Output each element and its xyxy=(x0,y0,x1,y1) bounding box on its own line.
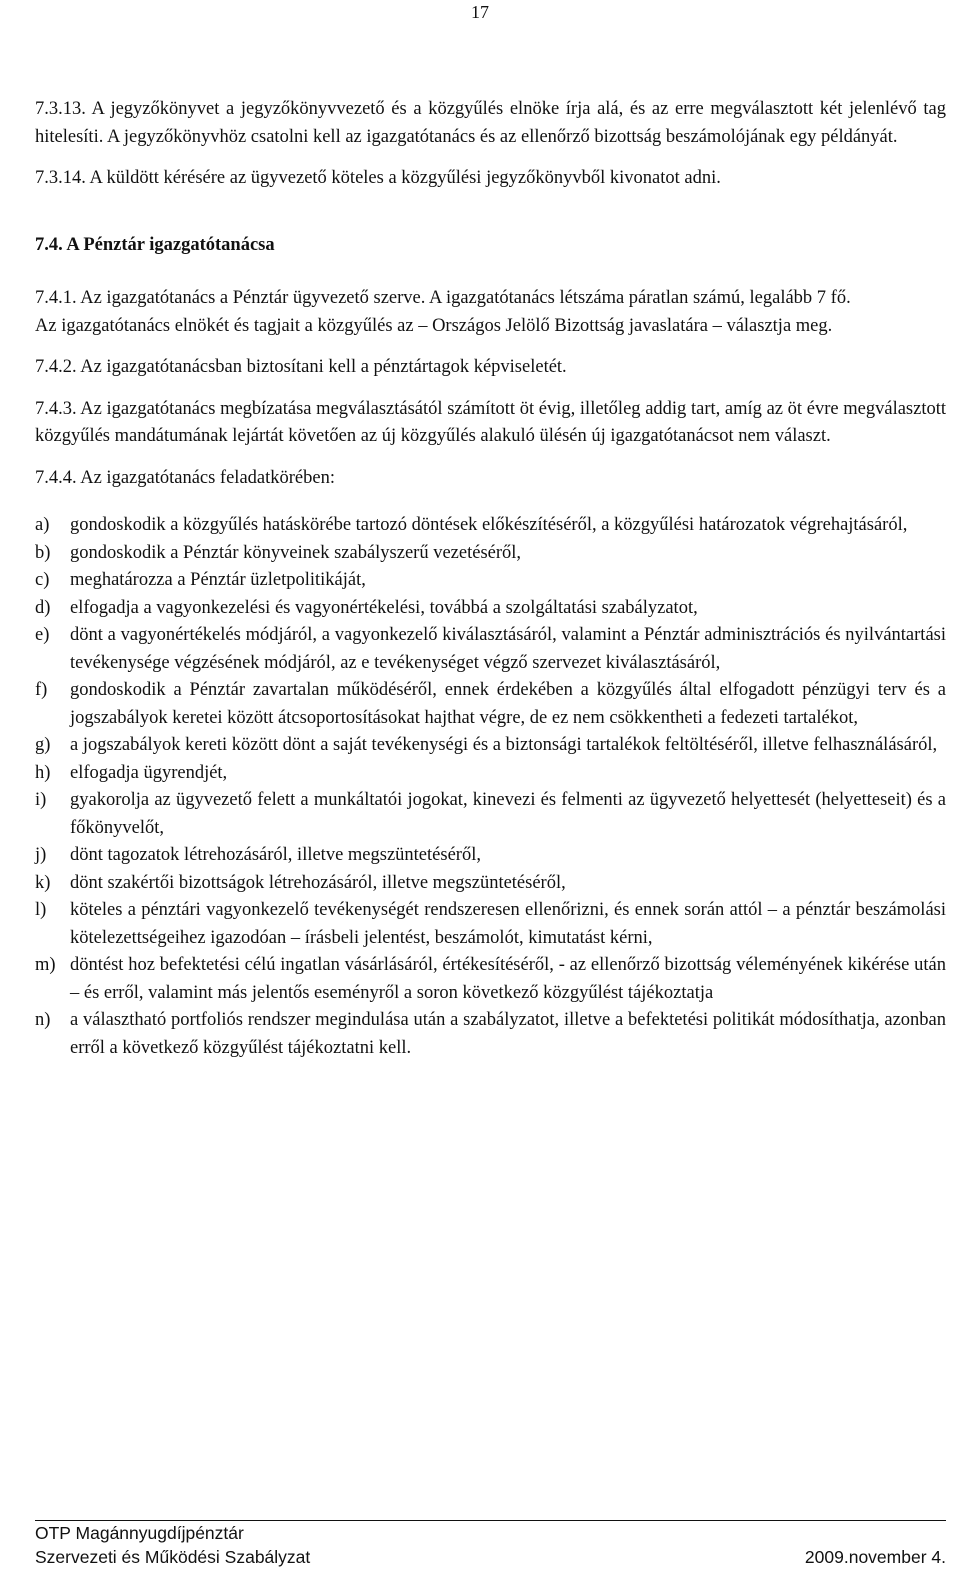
list-item-text: gondoskodik a Pénztár könyveinek szabályszerű vezetéséről, xyxy=(70,542,522,563)
list-item xyxy=(35,787,946,842)
list-item-text: gondoskodik a Pénztár zavartalan működéséről, ennek érdekében a közgyűlés által elfogadott pénzügyi terv és a jogszabályok keretei között átcsoportosításokat hajthat végre, de ez nem csökkentheti a fedezeti tartalékot, xyxy=(70,680,946,728)
list-marker: k) xyxy=(35,872,51,893)
list-marker: b) xyxy=(35,542,51,563)
list-marker: a) xyxy=(35,515,50,535)
page-number: 17 xyxy=(471,2,489,22)
list-item xyxy=(35,760,946,788)
list-item-text: köteles a pénztári vagyonkezelő tevékenységét rendszeresen ellenőrizni, és ennek során attól – a pénztár beszámolási kötelezettségeihez igazodóan – írásbeli jelentést, beszámolót, kimutatást kérni, xyxy=(70,900,946,948)
paragraph-7-4-3: 7.4.3. Az igazgatótanács megbízatása megválasztásától számított öt évig, illetőleg addig tart, amíg az öt évre megválasztott közgyűlés mandátumának lejártát követően az új közgyűlés alakuló ülésén új igazgatótanácsot nem választ. xyxy=(35,398,946,446)
list-marker: i) xyxy=(35,790,47,810)
list-item-text: döntést hoz befektetési célú ingatlan vásárlásáról, értékesítéséről, - az ellenőrző bizottság véleményének kikérése után – és erről, valamint más jelentős eseményről a soron következő közgyűlést tájékoztatja xyxy=(70,955,946,1003)
list-item-text: a választható portfoliós rendszer megindulása után a szabályzatot, illetve a befektetési politikát módosíthatja, azonban erről a következő közgyűlést tájékoztatni kell. xyxy=(70,1010,946,1058)
list-marker: h) xyxy=(35,762,51,783)
list-item-text: elfogadja a vagyonkezelési és vagyonértékelési, továbbá a szolgáltatási szabályzatot, xyxy=(70,597,698,618)
list-item xyxy=(35,567,946,595)
footer-document-title: Szervezeti és Működési Szabályzat xyxy=(35,1547,311,1567)
list-item xyxy=(35,842,946,870)
list-item-text: meghatározza a Pénztár üzletpolitikáját, xyxy=(70,570,366,590)
footer-organization: OTP Magánnyugdíjpénztár xyxy=(35,1523,244,1543)
list-item-text: elfogadja ügyrendjét, xyxy=(70,762,228,783)
list-marker: l) xyxy=(35,900,47,920)
section-heading-7-4: 7.4. A Pénztár igazgatótanácsa xyxy=(35,234,275,255)
list-item xyxy=(35,1007,946,1062)
footer-org-line xyxy=(35,1521,946,1545)
list-item xyxy=(35,622,946,677)
list-item-text: dönt tagozatok létrehozásáról, illetve megszüntetéséről, xyxy=(70,845,481,865)
list-item xyxy=(35,952,946,1007)
list-marker: f) xyxy=(35,680,48,700)
list-item-text: gyakorolja az ügyvezető felett a munkáltatói jogokat, kinevezi és felmenti az ügyvezető helyettesét (helyetteseit) és a főkönyvelőt, xyxy=(70,790,946,838)
list-item xyxy=(35,870,946,898)
page-footer xyxy=(35,1520,946,1569)
list-item xyxy=(35,540,946,568)
paragraph-7-3-14: 7.3.14. A küldött kérésére az ügyvezető köteles a közgyűlési jegyzőkönyvből kivonatot adni. xyxy=(35,168,721,188)
list-marker: c) xyxy=(35,570,50,590)
list-marker: m) xyxy=(35,955,56,975)
list-item-text: a jogszabályok kereti között dönt a saját tevékenységi és a biztonsági tartalékok feltöltéséről, illetve felhasználásáról, xyxy=(70,735,938,755)
list-marker: g) xyxy=(35,735,51,755)
footer-title-line xyxy=(35,1545,946,1569)
list-marker: d) xyxy=(35,597,51,618)
list-item xyxy=(35,897,946,952)
paragraph-7-4-1-continued: Az igazgatótanács elnökét és tagjait a közgyűlés az – Országos Jelölő Bizottság javaslatára – választja meg. xyxy=(35,315,833,336)
paragraph-7-4-1: 7.4.1. Az igazgatótanács a Pénztár ügyvezető szerve. A igazgatótanács létszáma páratlan számú, legalább 7 fő. xyxy=(35,288,851,308)
list-marker: j) xyxy=(35,845,47,865)
footer-date: 2009.november 4. xyxy=(804,1547,946,1567)
list-item-text: dönt szakértői bizottságok létrehozásáról, illetve megszüntetéséről, xyxy=(70,872,566,893)
paragraph-7-3-13: 7.3.13. A jegyzőkönyvet a jegyzőkönyvvezető és a közgyűlés elnöke írja alá, és az erre megválasztott két jelenlévő tag hitelesíti. A jegyzőkönyvhöz csatolni kell az igazgatótanács és az ellenőrző bizottság beszámolójának egy példányát. xyxy=(35,99,946,147)
duties-list xyxy=(35,512,946,1062)
list-item-text: gondoskodik a közgyűlés hatáskörébe tartozó döntések előkészítéséről, a közgyűlési határozatok végrehajtásáról, xyxy=(70,515,908,535)
list-item xyxy=(35,595,946,623)
document-body xyxy=(35,96,946,1062)
list-item-text: dönt a vagyonértékelés módjáról, a vagyonkezelő kiválasztásáról, valamint a Pénztár adminisztrációs és nyilvántartási tevékenysége végzésének módjáról, az e tevékenységet végző szervezet kiválasztásáról, xyxy=(70,625,946,673)
list-marker: e) xyxy=(35,625,50,645)
paragraph-7-4-2: 7.4.2. Az igazgatótanácsban biztosítani kell a pénztártagok képviseletét. xyxy=(35,357,567,377)
list-marker: n) xyxy=(35,1010,51,1030)
list-item xyxy=(35,677,946,732)
list-item xyxy=(35,732,946,760)
paragraph-7-4-4: 7.4.4. Az igazgatótanács feladatkörében: xyxy=(35,467,335,488)
list-item xyxy=(35,512,946,540)
